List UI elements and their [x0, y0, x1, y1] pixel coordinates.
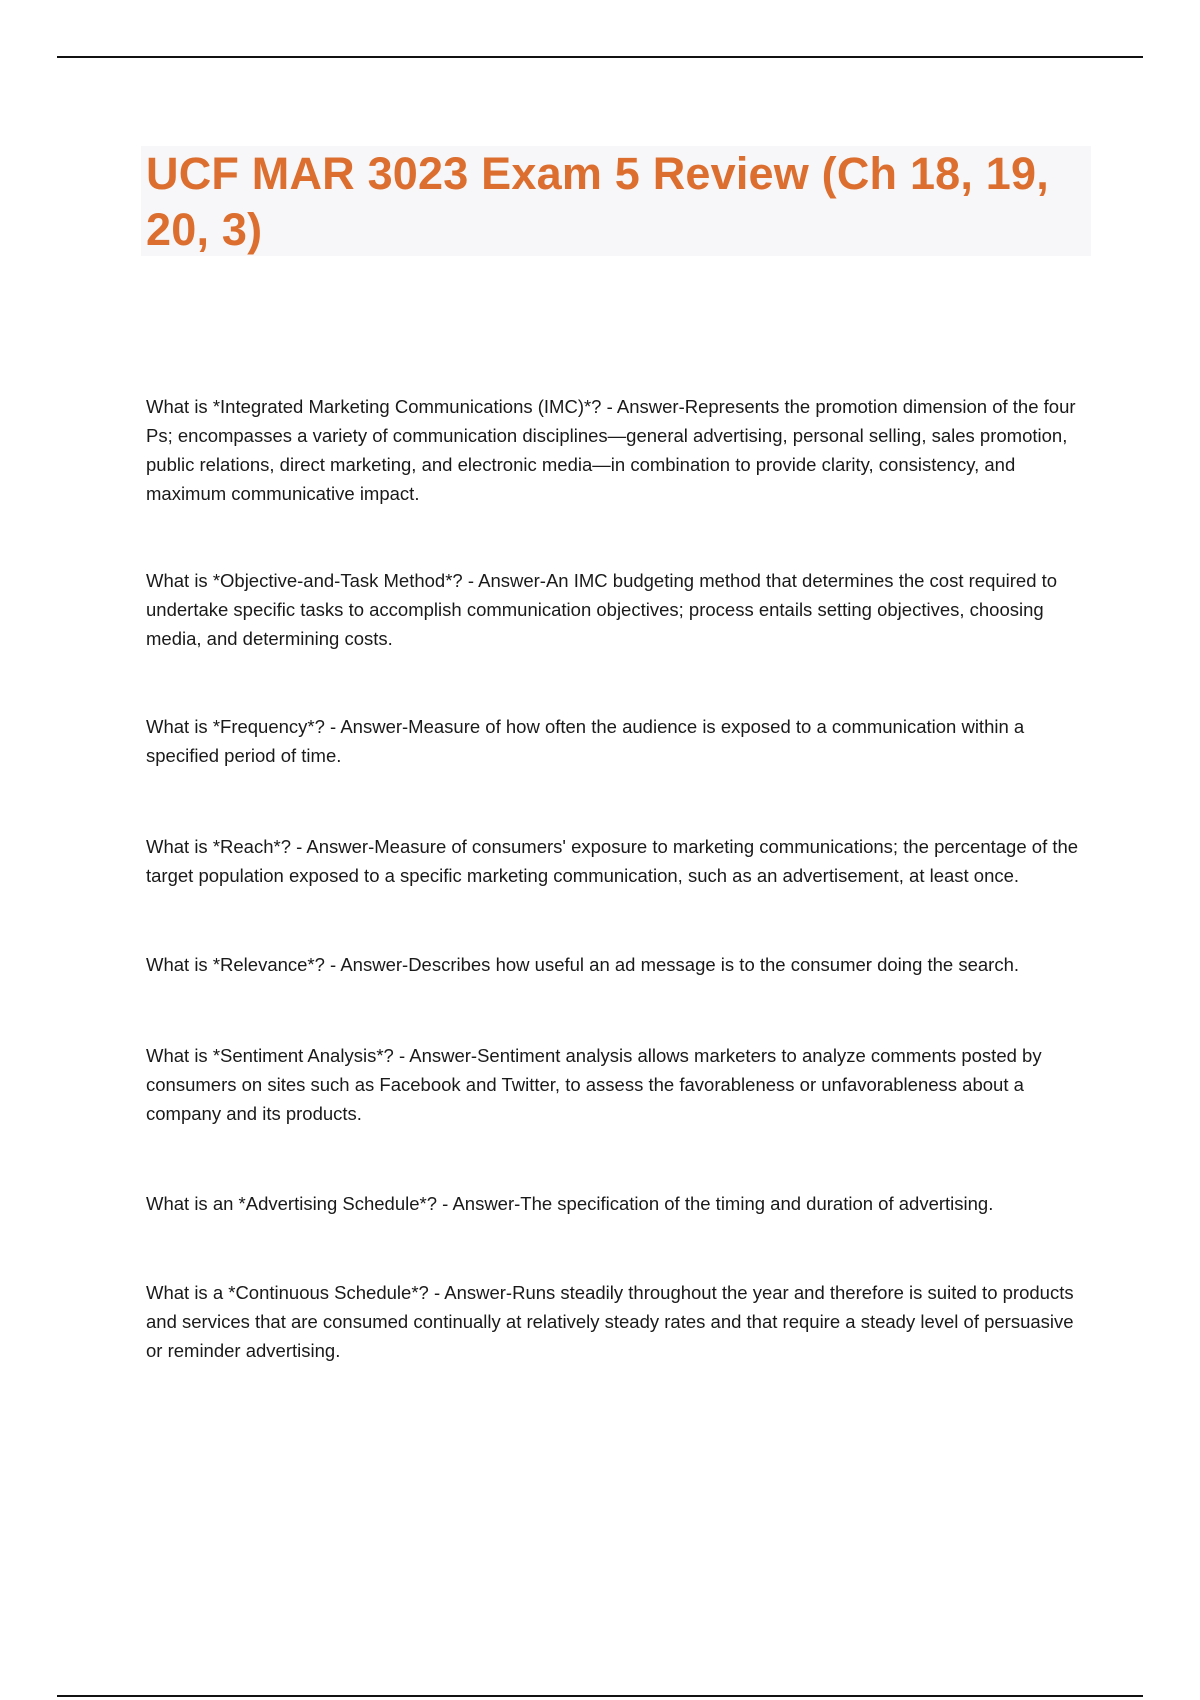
qa-item: What is *Sentiment Analysis*? - Answer-Sentiment analysis allows marketers to analyze comments posted by consumers on sites such as Facebook and Twitter, to assess the favorableness or unfavorableness about a company and its products. [146, 1045, 1042, 1124]
qa-item: What is a *Continuous Schedule*? - Answer-Runs steadily throughout the year and therefore is suited to products and services that are consumed continually at relatively steady rates and that require a steady level of persuasive or reminder advertising. [146, 1282, 1074, 1361]
qa-item: What is *Integrated Marketing Communications (IMC)*? - Answer-Represents the promotion dimension of the four Ps; encompasses a variety of communication disciplines—general advertising, personal selling, sales promotion, public relations, direct marketing, and electronic media—in combination to provide clarity, consistency, and maximum communicative impact. [146, 396, 1076, 504]
title-banner [141, 146, 1091, 256]
qa-item: What is *Reach*? - Answer-Measure of consumers' exposure to marketing communications; the percentage of the target population exposed to a specific marketing communication, such as an advertisement, at least once. [146, 836, 1079, 886]
document-title: UCF MAR 3023 Exam 5 Review (Ch 18, 19, 20, 3) [146, 148, 1049, 255]
qa-list [146, 392, 1090, 1365]
qa-item: What is *Objective-and-Task Method*? - Answer-An IMC budgeting method that determines the cost required to undertake specific tasks to accomplish communication objectives; process entails setting objectives, choosing media, and determining costs. [146, 570, 1058, 649]
qa-item: What is *Frequency*? - Answer-Measure of how often the audience is exposed to a communication within a specified period of time. [146, 716, 1025, 766]
qa-item: What is an *Advertising Schedule*? - Answer-The specification of the timing and duration of advertising. [146, 1193, 994, 1214]
top-rule [57, 56, 1143, 58]
qa-item: What is *Relevance*? - Answer-Describes how useful an ad message is to the consumer doing the search. [146, 954, 1020, 975]
bottom-rule [57, 1695, 1143, 1697]
